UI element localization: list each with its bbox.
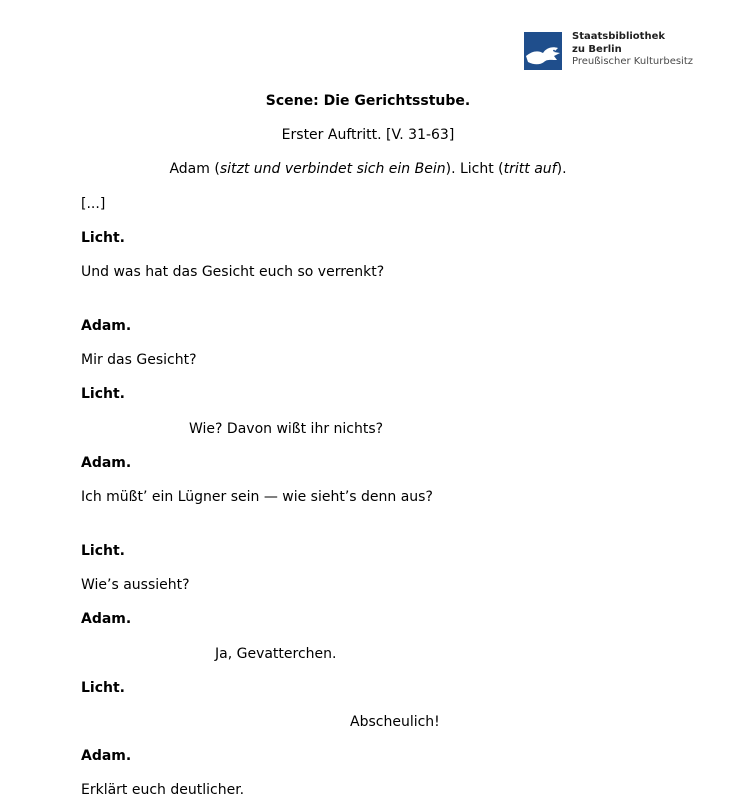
omission-marker: [...]	[81, 196, 106, 212]
speaker-name: Adam.	[81, 455, 132, 471]
speaker-name: Licht.	[81, 680, 125, 696]
dialogue-line: Ja, Gevatterchen.	[215, 646, 337, 662]
logo-text	[572, 31, 693, 69]
stage-mid: ). Licht (	[445, 161, 504, 177]
speaker-name: Adam.	[81, 318, 132, 334]
dialogue-line: Abscheulich!	[350, 714, 440, 730]
dialogue-line: Wie’s aussieht?	[81, 577, 190, 593]
scene-heading: Scene: Die Gerichtsstube.	[265, 93, 471, 109]
speaker-name: Adam.	[81, 611, 132, 627]
logo-line-3: Preußischer Kulturbesitz	[572, 56, 694, 67]
dialogue-line: Ich müßt’ ein Lügner sein — wie sieht’s denn aus?	[81, 489, 433, 505]
speaker-name: Licht.	[81, 386, 125, 402]
speaker-name: Adam.	[81, 748, 132, 764]
speaker-name: Licht.	[81, 230, 125, 246]
stage-adam-action: sitzt und verbindet sich ein Bein	[219, 161, 446, 177]
logo-line-1: Staatsbibliothek	[572, 31, 666, 42]
stage-licht-action: tritt auf	[503, 161, 557, 177]
stage-direction	[0, 160, 736, 178]
logo-line-2: zu Berlin	[572, 43, 622, 55]
stage-adam: Adam (	[169, 161, 220, 177]
dialogue-line: Wie? Davon wißt ihr nichts?	[189, 421, 384, 437]
eagle-logo-icon	[524, 32, 562, 70]
act-heading: Erster Auftritt. [V. 31-63]	[281, 127, 455, 143]
dialogue-line: Und was hat das Gesicht euch so verrenkt?	[81, 264, 385, 280]
stage-end: ).	[556, 161, 567, 177]
dialogue-line: Erklärt euch deutlicher.	[81, 782, 245, 798]
dialogue-line: Mir das Gesicht?	[81, 352, 197, 368]
speaker-name: Licht.	[81, 543, 125, 559]
library-logo	[524, 31, 724, 73]
